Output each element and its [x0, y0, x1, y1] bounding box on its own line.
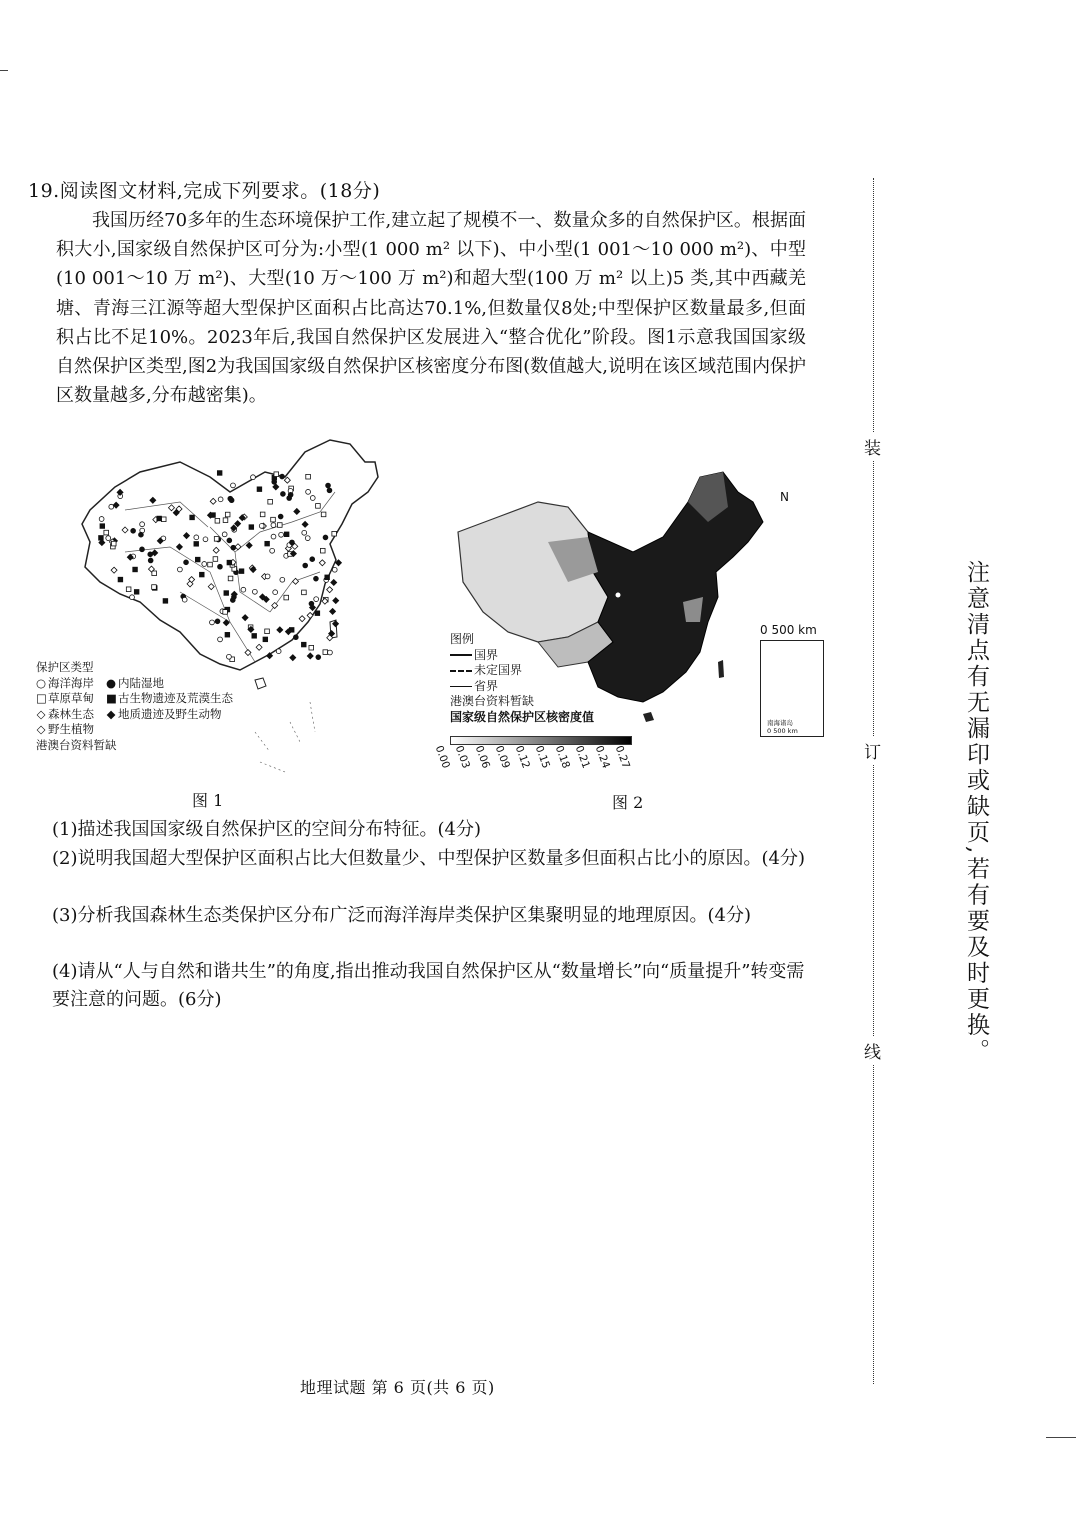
- reserve-marker: [251, 475, 256, 480]
- reserve-marker: [134, 590, 139, 595]
- legend1-item: 野生植物: [48, 722, 94, 736]
- reserve-marker: [203, 537, 208, 542]
- density-tick: 0.21: [572, 744, 593, 771]
- reserve-marker: [265, 541, 270, 546]
- reserve-marker: [323, 650, 328, 655]
- density-tick: 0.27: [612, 744, 633, 771]
- density-tick: 0.24: [592, 744, 613, 771]
- reserve-marker: [217, 471, 222, 476]
- reserve-marker: [225, 512, 230, 517]
- reserve-marker: [99, 536, 104, 541]
- legend1-item: 森林生态: [48, 706, 94, 721]
- scan-edge-mark: [1046, 1437, 1076, 1438]
- reserve-marker: [289, 628, 294, 633]
- reserve-marker: [310, 496, 315, 501]
- figure1-legend: [36, 660, 276, 753]
- density-tick: 0.15: [532, 744, 553, 771]
- reserve-marker: [227, 654, 232, 659]
- legend2-title: 图例: [450, 632, 475, 646]
- reserve-marker: [276, 649, 281, 654]
- figure1-caption: 图 1: [192, 791, 224, 810]
- reserve-marker: [327, 587, 333, 593]
- density-tick: 0.12: [512, 744, 533, 771]
- taiwan-island: [718, 660, 724, 678]
- reserve-marker: [218, 637, 223, 642]
- reserve-marker: [140, 522, 145, 527]
- reserve-marker: [280, 577, 285, 582]
- reserve-marker: [301, 642, 306, 647]
- reserve-marker: [131, 528, 136, 533]
- reserve-marker: [214, 537, 219, 542]
- reserve-marker: [274, 472, 279, 477]
- national-border-line-icon: [450, 654, 472, 656]
- reserve-marker: [210, 620, 215, 625]
- reserve-marker: [293, 635, 298, 640]
- legend-square-icon: □: [36, 691, 47, 705]
- reserve-marker: [306, 489, 311, 494]
- reserve-marker: [273, 590, 278, 595]
- question-material: [56, 206, 806, 410]
- reserve-marker: [271, 523, 276, 528]
- reserve-marker: [227, 560, 232, 565]
- page-footer: 地理试题 第 6 页(共 6 页): [300, 1378, 495, 1397]
- reserve-marker: [139, 532, 144, 537]
- reserve-marker: [279, 532, 284, 537]
- reserve-marker: [284, 532, 289, 537]
- reserve-marker: [182, 597, 187, 602]
- reserve-marker: [202, 562, 207, 567]
- reserve-marker: [326, 483, 331, 488]
- reserve-marker: [252, 589, 257, 594]
- side-reminder-note: 注意清点有无漏印或缺页,若有要及时更换。: [963, 560, 989, 1065]
- legend-diamond-outline-icon: ◇: [36, 722, 46, 736]
- density-tick: 0.18: [552, 744, 573, 771]
- reserve-marker: [305, 536, 310, 541]
- reserve-marker: [223, 518, 228, 523]
- reserve-marker: [218, 497, 223, 502]
- figure2-caption: 图 2: [612, 793, 644, 812]
- reserve-marker: [157, 516, 162, 521]
- legend-diamond-icon: ◇: [36, 706, 46, 721]
- legend1-item: 地质遗迹及野生动物: [118, 706, 222, 721]
- reserve-marker: [271, 517, 276, 522]
- reserve-marker: [325, 575, 330, 580]
- reserve-marker: [215, 518, 220, 523]
- reserve-marker: [302, 590, 307, 595]
- reserve-marker: [263, 637, 268, 642]
- subquestion-2: [52, 845, 812, 873]
- reserve-marker: [241, 587, 246, 592]
- reserve-marker: [228, 576, 233, 581]
- reserve-marker: [309, 645, 314, 650]
- reserve-marker: [222, 532, 227, 537]
- reserve-marker: [265, 574, 270, 579]
- reserve-marker: [314, 597, 319, 602]
- inset-scale: 0 500 km: [767, 727, 798, 735]
- reserve-marker: [265, 629, 270, 634]
- legend1-item: 内陆湿地: [118, 675, 164, 690]
- density-scale-title: 国家级自然保护区核密度值: [450, 709, 595, 724]
- figure2-scale-bar: 0 500 km: [760, 623, 817, 637]
- reserve-marker: [327, 488, 332, 493]
- reserve-marker: [148, 558, 153, 563]
- province-border-line-icon: [450, 686, 472, 687]
- subquestion-4: (4)请从“人与自然和谐共生”的角度,指出推动我国自然保护区从“数量增长”向“质量提升”转变需要注意的问题。(6分): [52, 961, 805, 1010]
- reserve-marker: [307, 653, 313, 659]
- reserve-marker: [148, 552, 153, 557]
- legend1-item: 草原草甸: [48, 691, 94, 705]
- binding-char-xian: 线: [864, 1036, 881, 1065]
- reserve-marker: [200, 572, 205, 577]
- reserve-marker: [224, 591, 229, 596]
- reserve-marker: [194, 542, 199, 547]
- reserve-marker: [163, 599, 168, 604]
- reserve-marker: [310, 557, 315, 562]
- legend2-item: 未定国界: [474, 663, 523, 677]
- reserve-marker: [303, 563, 308, 568]
- reserve-marker: [104, 530, 109, 535]
- east-region-high-density: [588, 472, 763, 702]
- binding-char-ding: 订: [864, 736, 881, 765]
- legend2-item: 国界: [474, 647, 499, 662]
- reserve-marker: [333, 598, 339, 604]
- reserve-marker: [239, 569, 244, 574]
- legend-filled-diamond-icon: ◆: [106, 706, 116, 721]
- reserve-marker: [277, 523, 282, 528]
- reserve-marker: [259, 524, 264, 529]
- south-china-sea-inset: [760, 640, 824, 737]
- reserve-marker: [223, 610, 228, 615]
- undefined-border-line-icon: [450, 670, 472, 672]
- reserve-marker: [194, 535, 199, 540]
- reserve-marker: [306, 474, 311, 479]
- legend1-title: 保护区类型: [36, 660, 94, 674]
- reserve-marker: [321, 512, 326, 517]
- legend2-item: 省界: [474, 678, 499, 693]
- legend1-item: 海洋海岸: [48, 675, 94, 690]
- density-ticks: [434, 744, 644, 784]
- hainan-island: [643, 712, 654, 722]
- reserve-marker: [177, 567, 182, 572]
- legend1-item: 古生物遗迹及荒漠生态: [118, 691, 233, 705]
- reserve-marker: [323, 535, 328, 540]
- reserve-marker: [316, 504, 321, 509]
- density-tick: 0.00: [432, 744, 453, 771]
- reserve-marker: [195, 557, 200, 562]
- material-paragraph: 我国历经70多年的生态环境保护工作,建立起了规模不一、数量众多的自然保护区。根据面积大小,国家级自然保护区可分为:小型(1 000 m² 以下)、中小型(1 001～10 000 m²)、中型(10 001～10 万 m²)、大型(10 万～100 万 m²)和超大型(100 万 m² 以上)5 类,其中西藏羌塘、青海三江源等超大型保护区面积占比高达70.1%,但数量仅8处;中型保护区数量最多,但面积占比不足10%。2023年后,我国自然保护区发展进入“整合优化”阶段。图1示意我国国家级自然保护区类型,图2为我国国家级自然保护区核密度分布图(数值越大,说明在该区域范围内保护区数量越多,分布越密集)。: [56, 210, 806, 407]
- density-tick: 0.06: [472, 744, 493, 771]
- reserve-marker: [316, 655, 321, 660]
- reserve-marker: [320, 548, 325, 553]
- capital-marker: [616, 593, 621, 598]
- reserve-marker: [281, 492, 286, 497]
- question-title: 19.阅读图文材料,完成下列要求。(18分): [28, 180, 381, 202]
- reserve-marker: [231, 545, 236, 550]
- reserve-marker: [130, 595, 135, 600]
- density-tick: 0.03: [452, 744, 473, 771]
- inset-label: 南海诸岛: [767, 719, 793, 727]
- reserve-marker: [99, 517, 104, 522]
- reserve-marker: [111, 541, 116, 546]
- binding-dotted-line: [873, 178, 874, 1384]
- reserve-marker: [331, 579, 337, 585]
- figure1-note: 港澳台资料暂缺: [36, 737, 117, 752]
- reserve-marker: [225, 632, 230, 637]
- reserve-marker: [190, 515, 195, 520]
- reserve-marker: [252, 634, 257, 639]
- reserve-marker: [268, 499, 273, 504]
- reserve-marker: [227, 538, 232, 543]
- reserve-marker: [287, 496, 292, 501]
- reserve-marker: [249, 525, 254, 530]
- reserve-marker: [231, 483, 236, 488]
- reserve-marker: [106, 536, 111, 541]
- reserve-marker: [260, 512, 265, 517]
- reserve-marker: [278, 514, 283, 519]
- reserve-marker: [290, 540, 295, 545]
- reserve-marker: [126, 587, 131, 592]
- reserve-marker: [302, 530, 307, 535]
- figure2-legend: [450, 632, 594, 725]
- subquestion-3: (3)分析我国森林生态类保护区分布广泛而海洋海岸类保护区集聚明显的地理原因。(4分): [52, 905, 751, 926]
- legend-circle-icon: ○: [36, 675, 47, 690]
- reserve-marker: [332, 567, 337, 572]
- reserve-marker: [257, 487, 262, 492]
- density-tick: 0.09: [492, 744, 513, 771]
- legend-filled-square-icon: ■: [106, 691, 117, 705]
- reserve-marker: [140, 547, 145, 552]
- reserve-marker: [315, 611, 320, 616]
- reserve-marker: [133, 567, 138, 572]
- reserve-marker: [328, 650, 333, 655]
- figure2-note: 港澳台资料暂缺: [450, 694, 535, 708]
- reserve-marker: [184, 560, 189, 565]
- reserve-marker: [152, 585, 157, 590]
- binding-char-zhuang: 装: [864, 432, 881, 461]
- reserve-marker: [161, 517, 166, 522]
- legend-dot-icon: ●: [106, 675, 117, 690]
- reserve-marker: [215, 619, 220, 624]
- reserve-marker: [213, 557, 218, 562]
- reserve-marker: [332, 531, 337, 536]
- reserve-marker: [271, 534, 276, 539]
- reserve-marker: [100, 524, 105, 529]
- reserve-marker: [280, 474, 285, 479]
- reserve-marker: [218, 564, 223, 569]
- reserve-marker: [152, 571, 157, 576]
- reserve-marker: [118, 577, 123, 582]
- reserve-marker: [330, 608, 336, 614]
- reserve-marker: [284, 595, 289, 600]
- reserve-marker: [228, 496, 233, 501]
- reserve-marker: [290, 655, 296, 661]
- reserve-marker: [230, 598, 235, 603]
- reserve-marker: [208, 562, 213, 567]
- subquestion-2-text: (2)说明我国超大型保护区面积占比大但数量少、中型保护区数量多但面积占比小的原因。(4分): [52, 848, 805, 869]
- reserve-marker: [270, 548, 275, 553]
- subquestion-1: (1)描述我国国家级自然保护区的空间分布特征。(4分): [52, 819, 481, 840]
- scan-edge-mark: [0, 70, 8, 71]
- north-arrow-icon: N: [780, 490, 789, 504]
- reserve-marker: [314, 576, 319, 581]
